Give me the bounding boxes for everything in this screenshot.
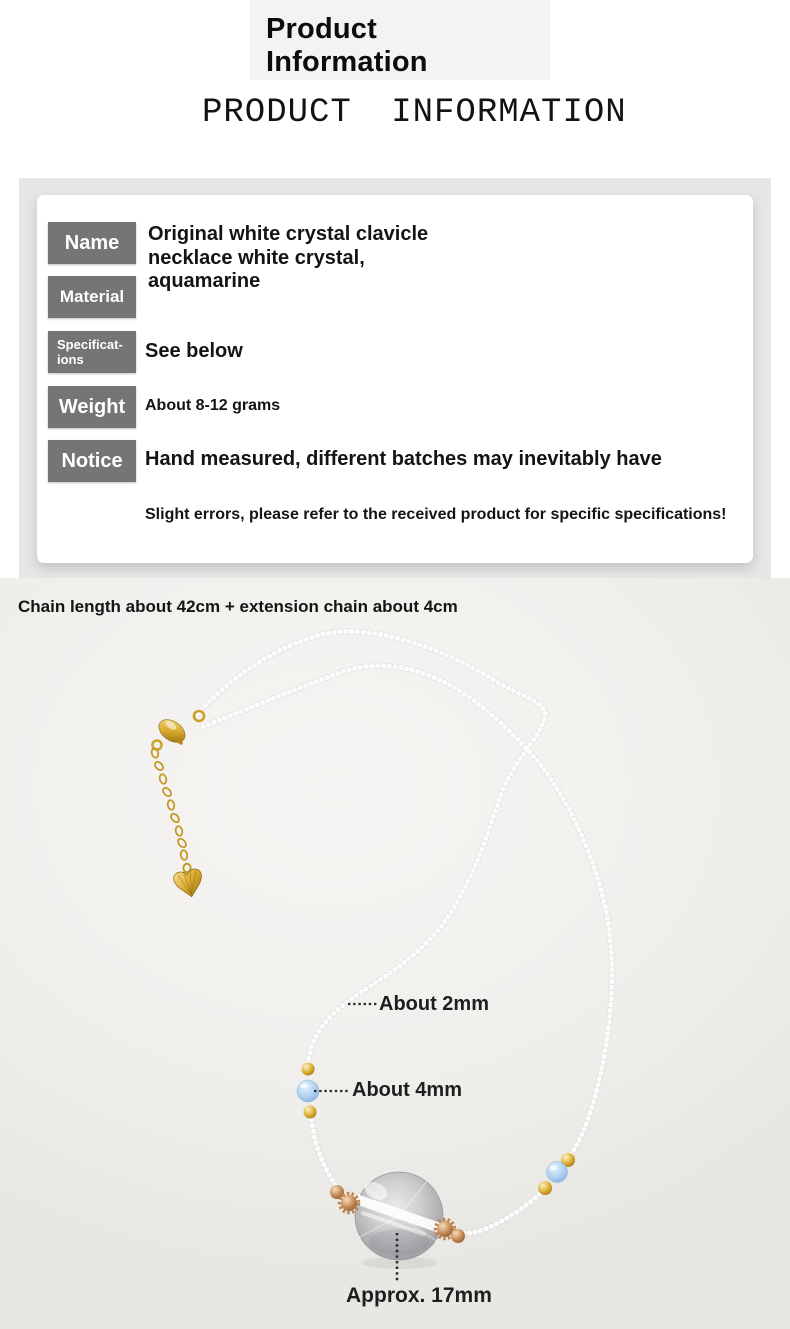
notice-footnote: Slight errors, please refer to the received product for specific specifications!: [145, 506, 727, 523]
heart-charm: [172, 868, 205, 900]
page-subtitle: PRODUCT INFORMATION: [202, 94, 627, 132]
notice-value: Hand measured, different batches may inevitably have: [145, 448, 662, 470]
specifications-value: See below: [145, 340, 243, 362]
notice-label-badge: Notice: [48, 440, 136, 482]
weight-label-badge: Weight: [48, 386, 136, 428]
necklace-photo: [0, 578, 790, 1329]
aquamarine-bead-right: [538, 1153, 575, 1195]
page-title-line1: Product: [266, 13, 377, 45]
pendant-size-annotation: Approx. 17mm: [346, 1284, 492, 1307]
page-title-line2: Information: [266, 46, 428, 78]
crystal-pendant: [352, 1172, 450, 1269]
chain-length-caption: Chain length about 42cm + extension chain about 4cm: [18, 597, 458, 616]
specifications-label-badge: [48, 331, 136, 373]
name-value-line1: Original white crystal clavicle: [148, 223, 429, 245]
weight-value: About 8-12 grams: [145, 397, 281, 414]
chain-size-annotation: About 2mm: [379, 993, 489, 1015]
specifications-label-text: [57, 337, 123, 367]
specifications-label-line1: Specificat-: [57, 337, 123, 352]
name-value: [148, 223, 428, 294]
page-title: [266, 13, 428, 79]
name-value-line3: aquamarine: [148, 270, 261, 292]
crystal-bead-chain: [197, 632, 612, 1234]
specifications-label-line2: ions: [57, 352, 84, 367]
bead-size-annotation: About 4mm: [352, 1079, 462, 1101]
extension-chain: [151, 748, 191, 873]
name-label-badge: Name: [48, 222, 136, 264]
material-label-badge: Material: [48, 276, 136, 318]
name-value-line2: necklace white crystal,: [148, 246, 365, 269]
